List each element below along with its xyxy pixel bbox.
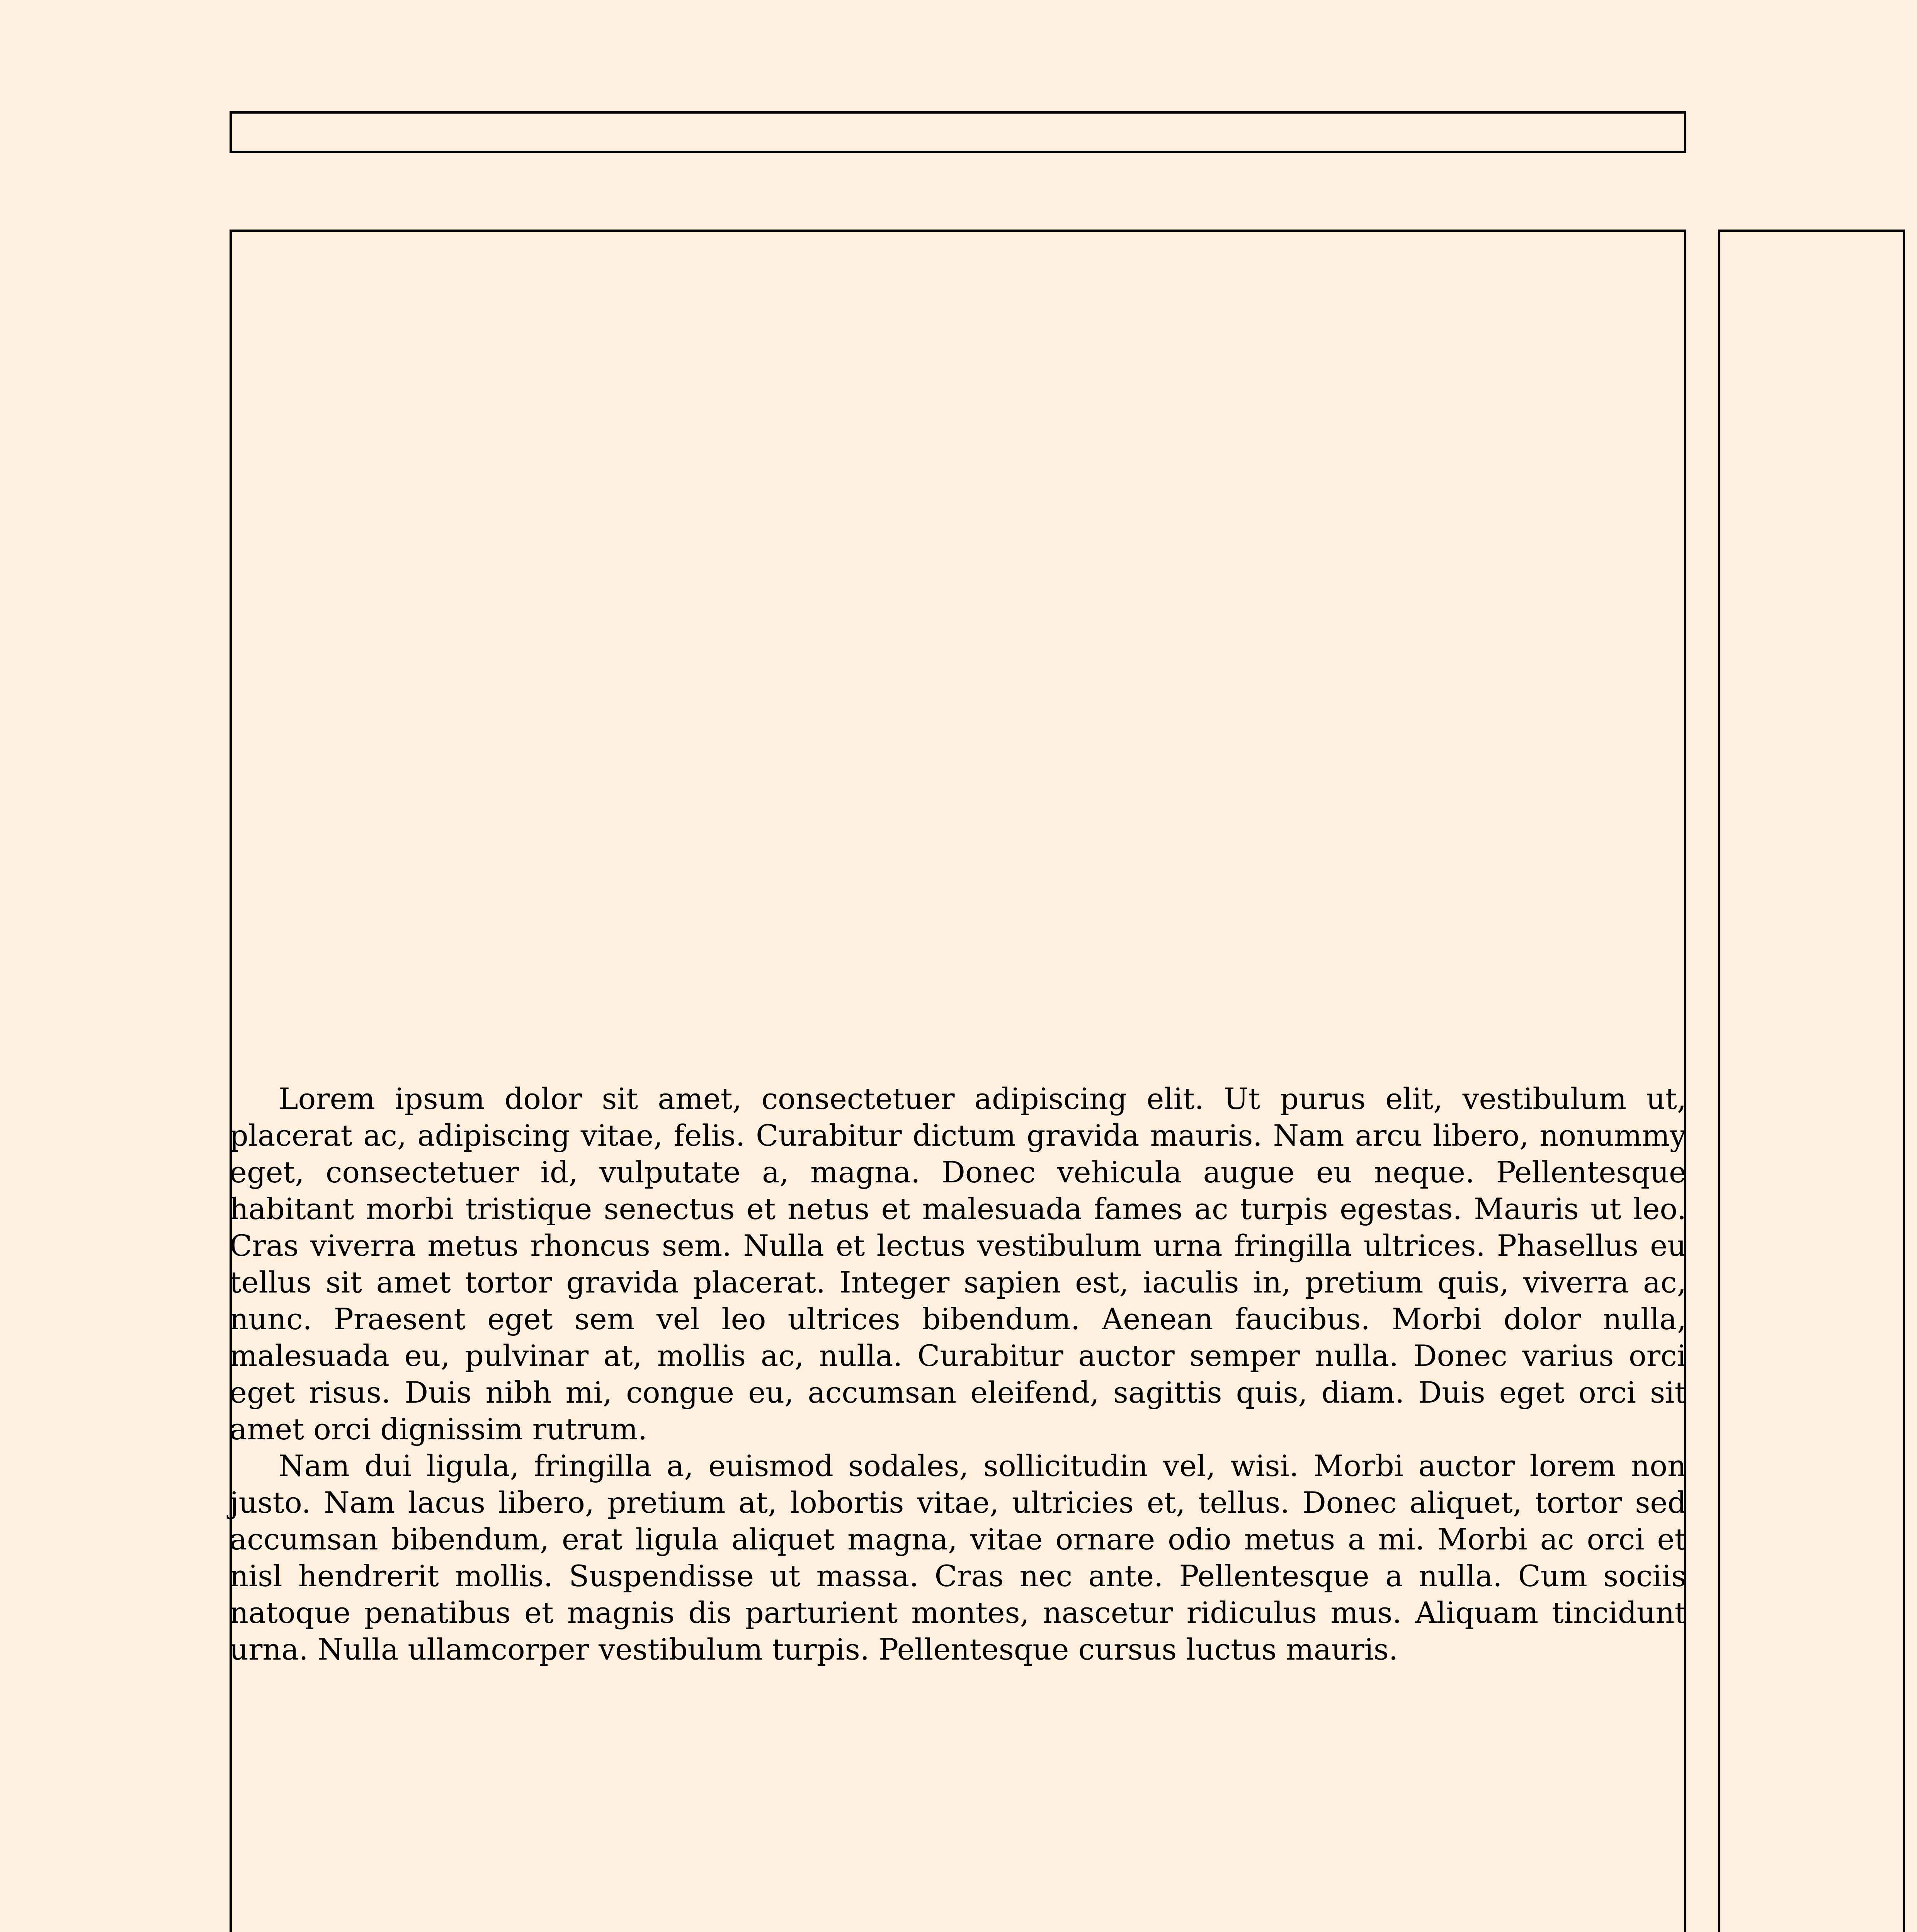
paragraph-1: Lorem ipsum dolor sit amet, consectetuer adipiscing elit. Ut purus elit, vestibulum ut, placerat ac, adipiscing vitae, felis. Curabitur dictum gravida mauris. Nam arcu libero, nonummy eget, consectetuer id, vulputate a, magna. Donec vehicula augue eu neque. Pellentesque habitant morbi tristique senectus et netus et malesuada fames ac turpis egestas. Mauris ut leo. Cras viverra metus rhoncus sem. Nulla et lectus vestibulum urna fringilla ultrices. Phasellus eu tellus sit amet tortor gravida placerat. Integer sapien est, iaculis in, pretium quis, viverra ac, nunc. Praesent eget sem vel leo ultrices bibendum. Aenean faucibus. Morbi dolor nulla, malesuada eu, pulvinar at, mollis ac, nulla. Curabitur auctor semper nulla. Donec varius orci eget risus. Duis nibh mi, congue eu, accumsan eleifend, sagittis quis, diam. Duis eget orci sit amet orci dignissim rutrum. [230,1082,1686,1446]
margin-notes-frame [1718,230,1905,1932]
body-text [230,1080,1686,1668]
header-frame [230,111,1686,153]
paragraph-2: Nam dui ligula, fringilla a, euismod sodales, sollicitudin vel, wisi. Morbi auctor lorem non justo. Nam lacus libero, pretium at, lobortis vitae, ultricies et, tellus. Donec aliquet, tortor sed accumsan bibendum, erat ligula aliquet magna, vitae ornare odio metus a mi. Morbi ac orci et nisl hendrerit mollis. Suspendisse ut massa. Cras nec ante. Pellentesque a nulla. Cum sociis natoque penatibus et magnis dis parturient montes, nascetur ridiculus mus. Aliquam tincidunt urna. Nulla ullamcorper vestibulum turpis. Pellentesque cursus luctus mauris. [230,1449,1686,1667]
